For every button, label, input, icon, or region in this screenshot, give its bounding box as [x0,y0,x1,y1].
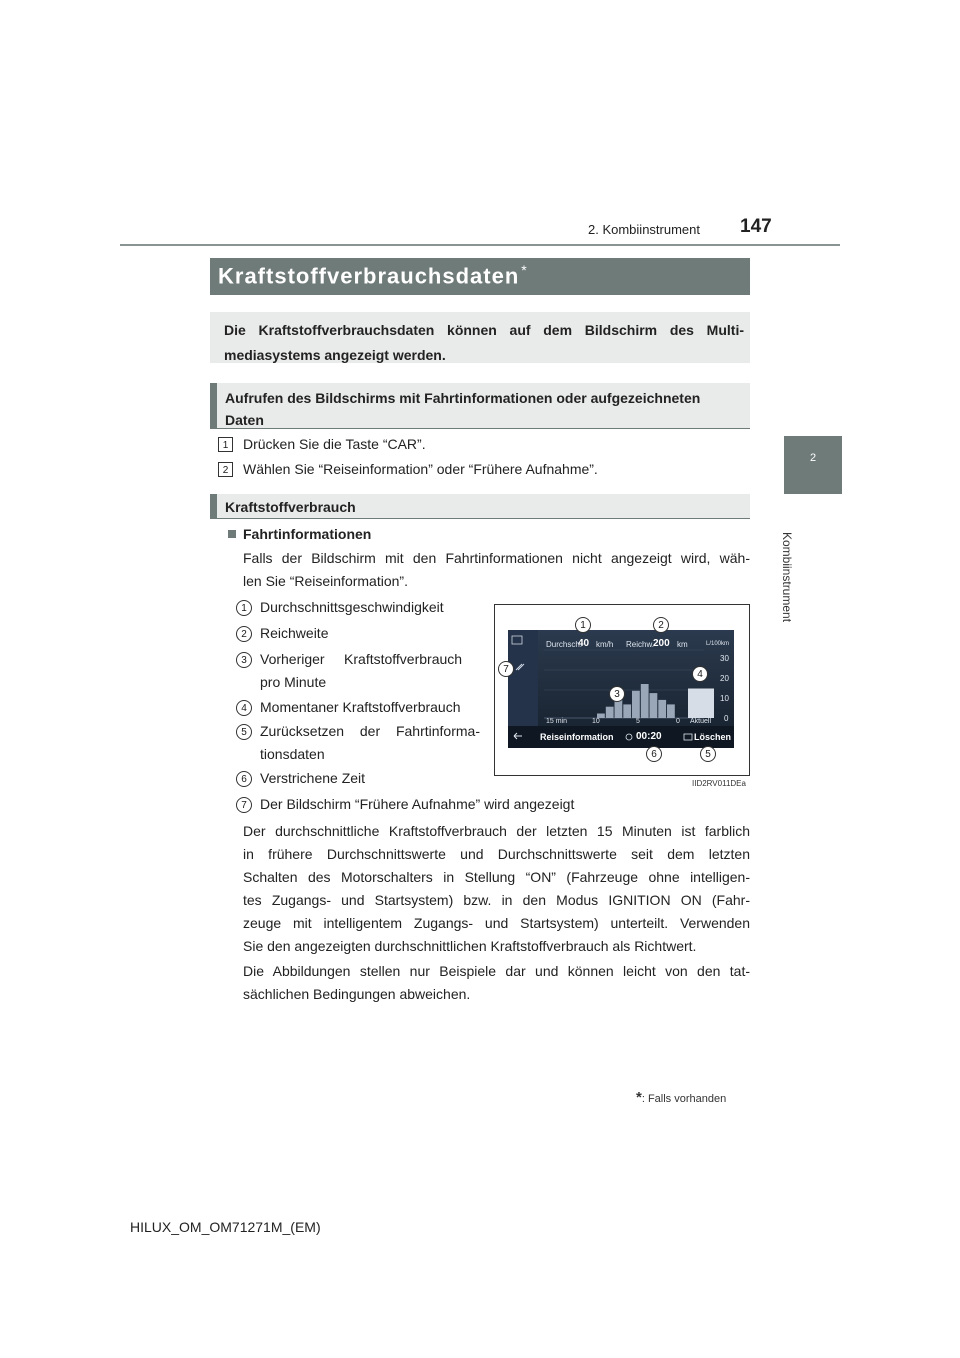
y-tick-label: 0 [724,714,729,723]
callout-marker: 6 [646,746,662,762]
screen-speed-unit: km/h [596,640,614,649]
chapter-tab [784,436,842,494]
screen-range-label: Reichw. [626,640,655,649]
item-text-line-1: Zurücksetzen der Fahrtinforma- [260,723,480,739]
footnote-asterisk: * [636,1089,642,1106]
current-consumption-bar [688,689,714,719]
paragraph-line: in frühere Durchschnittswerte und Durchschnittswerte seit dem letzten [243,846,750,862]
paragraph-line: zeuge mit intelligentem Zugangs- und Startsystem) unterteilt. Verwenden [243,915,750,931]
paragraph-line: tes Zugangs- und Startsystem) bzw. in den Modus IGNITION ON (Fahr- [243,892,750,908]
y-tick-label: 20 [720,674,729,683]
section-heading-display-line-1: Aufrufen des Bildschirms mit Fahrtinformationen oder aufgezeichneten [225,390,701,406]
item-number: 4 [236,700,252,716]
header-rule [120,244,840,246]
item-number: 2 [236,626,252,642]
x-tick-label: 10 [592,718,600,725]
consumption-bar [606,707,614,718]
page-number: 147 [740,216,772,237]
item-text: Durchschnittsgeschwindigkeit [260,599,444,615]
bullet-text [243,547,750,593]
footnote-text: : Falls vorhanden [641,1093,727,1105]
item-text [260,648,480,694]
intro-line-1: Die Kraftstoffverbrauchsdaten können auf dem Bildschirm des Multi- [224,322,744,338]
item-text-line-2: pro Minute [260,674,327,690]
disclaimer-paragraph [243,960,750,1006]
item-number: 6 [236,771,252,787]
item-text-line-2: tionsdaten [260,746,325,762]
consumption-bar [632,691,640,718]
step-text: Wählen Sie “Reiseinformation” oder “Frühere Aufnahme”. [243,461,598,477]
x-tick-label: 5 [636,718,640,725]
section-heading-display-text [217,383,750,433]
x-tick-label: 0 [676,718,680,725]
item-number: 1 [236,600,252,616]
bullet-text-line-2: len Sie “Reiseinformation”. [243,573,408,589]
item-text: Reichweite [260,625,329,641]
running-header-section: 2. Kombiinstrument [588,222,700,237]
chapter-tab-number: 2 [809,452,817,464]
item-text: Momentaner Kraftstoffverbrauch [260,699,461,715]
item-text [260,720,480,766]
item-text: Verstrichene Zeit [260,770,366,786]
bullet-text-line-1: Falls der Bildschirm mit den Fahrtinformationen nicht angezeigt wird, wäh- [243,550,750,566]
step-number: 1 [218,437,233,452]
paragraph-line: Schalten des Motorschalters in Stellung “ON” (Fahrzeuge ohne intelligen- [243,869,750,885]
screen-current-label: Aktuell [690,718,712,725]
screen-average-label: Durchsch. [546,640,583,649]
chapter-tab-label: Kombiinstrument [780,532,794,623]
explanation-paragraph [243,820,750,958]
intro-line-2: mediasystems angezeigt werden. [224,347,446,363]
y-tick-label: 10 [720,694,729,703]
step-text: Drücken Sie die Taste “CAR”. [243,436,426,452]
footnote [636,1089,726,1106]
screen-trip-info-button[interactable]: Reiseinformation [540,732,614,742]
consumption-bar [667,704,675,718]
square-bullet [228,530,236,538]
item-number: 5 [236,724,252,740]
callout-marker: 1 [575,617,591,633]
callout-marker: 4 [692,666,708,682]
section-heading-fuel-text: Kraftstoffverbrauch [225,499,356,515]
model-code: HILUX_OM_OM71271M_(EM) [130,1219,321,1235]
screen-elapsed-time: 00:20 [636,731,662,742]
bullet-title: Fahrtinformationen [243,526,372,542]
callout-marker: 5 [700,746,716,762]
x-tick-label: 15 min [546,718,568,725]
page-title-text: Kraftstoffverbrauchsdaten [218,263,520,289]
paragraph-line: sächlichen Bedingungen abweichen. [243,986,471,1002]
paragraph-line: Die Abbildungen stellen nur Beispiele dar und können leicht von den tat- [243,963,750,979]
title-asterisk: * [521,262,528,278]
item-number: 3 [236,652,252,668]
consumption-bar [650,693,658,718]
page-title [218,262,528,289]
paragraph-line: Der durchschnittliche Kraftstoffverbrauch der letzten 15 Minuten ist farblich [243,823,750,839]
consumption-bar [641,684,649,718]
section-heading-display-line-2: Daten [225,412,264,428]
item-text: Der Bildschirm “Frühere Aufnahme” wird angezeigt [260,796,575,812]
y-tick-label: 30 [720,654,729,663]
item-number: 7 [236,797,252,813]
intro-text [224,318,744,368]
item-text-line-1: Vorheriger Kraftstoffverbrauch [260,651,463,667]
consumption-bar [623,704,631,718]
step-number: 2 [218,462,233,477]
figure-code: IID2RV011DEa [692,779,746,788]
section-heading-fuel [210,494,750,519]
callout-marker: 3 [609,686,625,702]
screen-side-panel [508,630,538,726]
screen-reset-button[interactable]: Löschen [694,732,732,742]
screen-distance-unit: km [677,640,688,649]
callout-marker: 2 [653,617,669,633]
screen-average-value: 40 [578,638,590,649]
paragraph-line: Sie den angezeigten durchschnittlichen Kraftstoffverbrauch als Richtwert. [243,938,697,954]
screen-consumption-unit: L/100km [706,641,730,647]
section-heading-display [210,383,750,429]
callout-marker: 7 [498,661,514,677]
consumption-bar [658,700,666,718]
screen-range-value: 200 [653,638,670,649]
